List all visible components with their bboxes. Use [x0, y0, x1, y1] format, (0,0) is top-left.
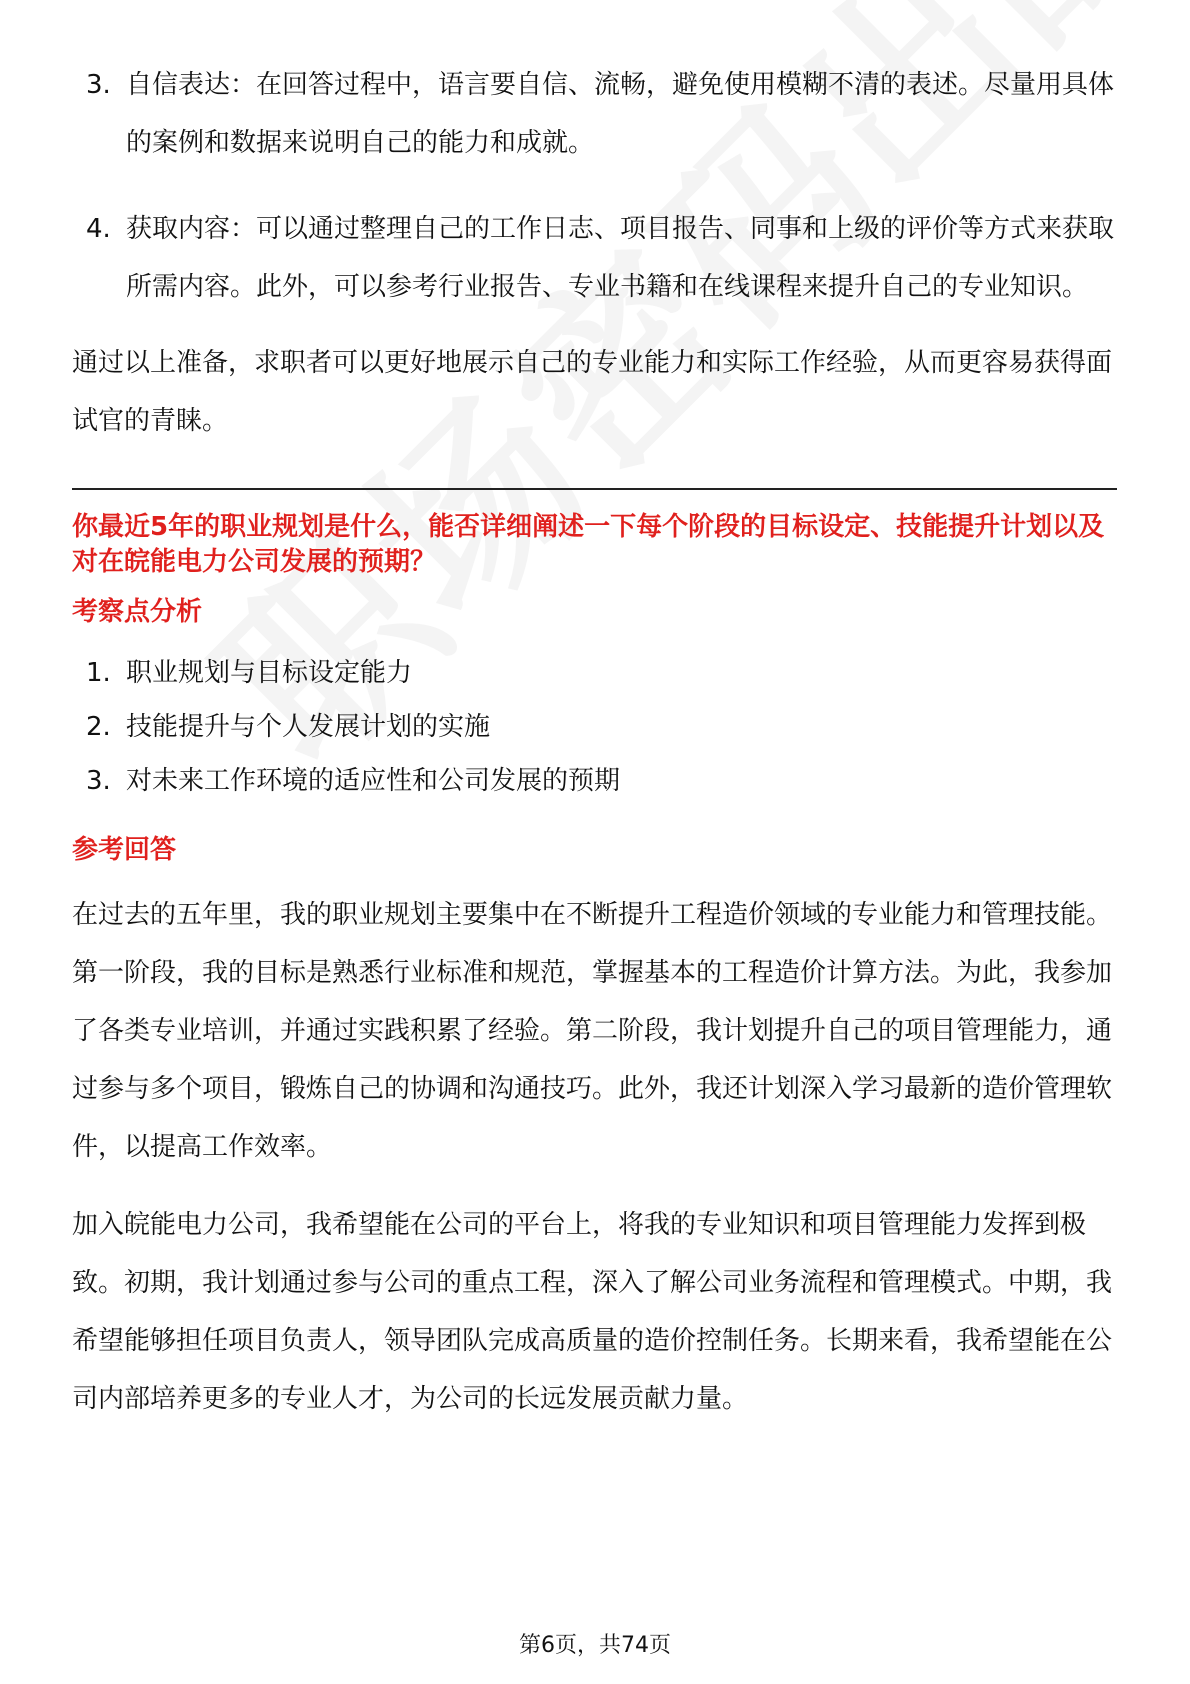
- list-number: 2.: [86, 712, 111, 742]
- interview-question: 你最近5年的职业规划是什么，能否详细阐述一下每个阶段的目标设定、技能提升计划以及对在皖能电力公司发展的预期？: [72, 512, 1105, 577]
- list-item: [72, 200, 1117, 316]
- answer-paragraph: 加入皖能电力公司，我希望能在公司的平台上，将我的专业知识和项目管理能力发挥到极致。初期，我计划通过参与公司的重点工程，深入了解公司业务流程和管理模式。中期，我希望能够担任项目负责人，领导团队完成高质量的造价控制任务。长期来看，我希望能在公司内部培养更多的专业人才，为公司的长远发展贡献力量。: [72, 1210, 1113, 1414]
- list-item: [72, 646, 1117, 700]
- list-number: 4.: [86, 214, 111, 244]
- analysis-title: 考察点分析: [72, 597, 203, 627]
- list-number: 3.: [86, 766, 111, 796]
- list-item: [72, 754, 1117, 808]
- page-footer: 第6页，共74页: [519, 1633, 671, 1658]
- section-divider: [72, 488, 1117, 490]
- document-page: [72, 56, 1117, 1428]
- list-number: 3.: [86, 70, 111, 100]
- answer-title: 参考回答: [72, 835, 177, 865]
- list-text: 对未来工作环境的适应性和公司发展的预期: [126, 766, 621, 796]
- answer-paragraph: 在过去的五年里，我的职业规划主要集中在不断提升工程造价领域的专业能力和管理技能。第一阶段，我的目标是熟悉行业标准和规范，掌握基本的工程造价计算方法。为此，我参加了各类专业培训，并通过实践积累了经验。第二阶段，我计划提升自己的项目管理能力，通过参与多个项目，锻炼自己的协调和沟通技巧。此外，我还计划深入学习最新的造价管理软件，以提高工作效率。: [72, 900, 1113, 1162]
- list-text: 技能提升与个人发展计划的实施: [126, 712, 491, 742]
- analysis-list: [72, 646, 1117, 808]
- top-list: [72, 56, 1117, 316]
- list-text: 自信表达：在回答过程中，语言要自信、流畅，避免使用模糊不清的表述。尽量用具体的案例和数据来说明自己的能力和成就。: [126, 70, 1115, 158]
- list-item: [72, 700, 1117, 754]
- list-item: [72, 56, 1117, 172]
- summary-paragraph: 通过以上准备，求职者可以更好地展示自己的专业能力和实际工作经验，从而更容易获得面试官的青睐。: [72, 348, 1113, 436]
- list-text: 获取内容：可以通过整理自己的工作日志、项目报告、同事和上级的评价等方式来获取所需内容。此外，可以参考行业报告、专业书籍和在线课程来提升自己的专业知识。: [126, 214, 1115, 302]
- list-number: 1.: [86, 658, 111, 688]
- list-text: 职业规划与目标设定能力: [126, 658, 413, 688]
